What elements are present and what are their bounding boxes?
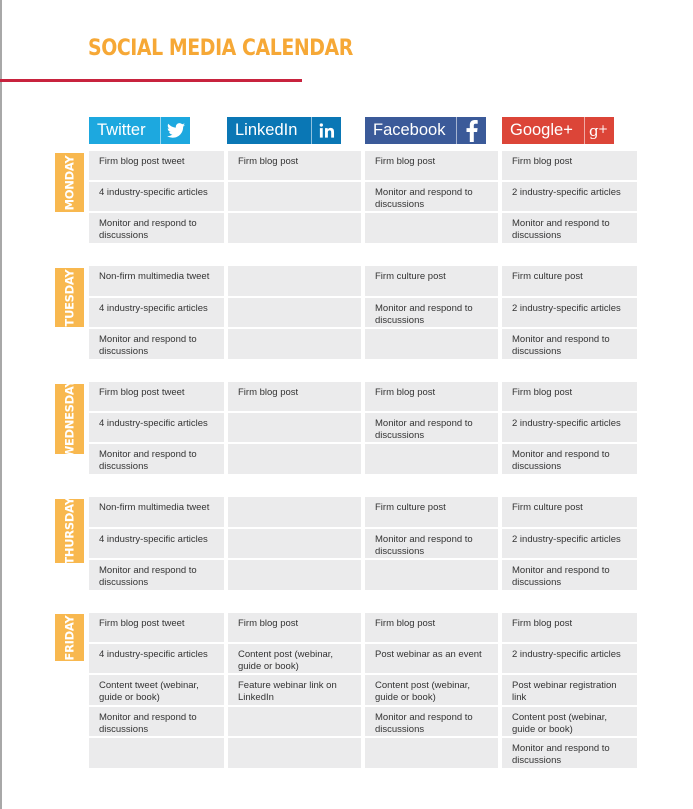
cell-tuesday-twitter-row2: 4 industry-specific articles	[89, 298, 224, 327]
cell-friday-linkedin-row5	[228, 738, 361, 768]
cell-tuesday-linkedin-row1	[228, 266, 361, 296]
cell-tuesday-googleplus-row2: 2 industry-specific articles	[502, 298, 637, 327]
header-facebook-label: Facebook	[373, 121, 446, 139]
cell-monday-googleplus-row1: Firm blog post	[502, 151, 637, 180]
title-underline-rule	[0, 79, 302, 82]
cell-wednesday-twitter-row2: 4 industry-specific articles	[89, 413, 224, 442]
cell-monday-linkedin-row3	[228, 213, 361, 243]
cell-wednesday-facebook-row1: Firm blog post	[365, 382, 498, 411]
cell-friday-facebook-row2: Post webinar as an event	[365, 644, 498, 673]
cell-friday-googleplus-row4: Content post (webinar, guide or book)	[502, 707, 637, 736]
cell-thursday-linkedin-row1	[228, 497, 361, 527]
cell-friday-facebook-row3: Content post (webinar, guide or book)	[365, 675, 498, 705]
cell-friday-twitter-row4: Monitor and respond to discussions	[89, 707, 224, 736]
svg-text:g: g	[588, 121, 599, 140]
cell-friday-linkedin-row2: Content post (webinar, guide or book)	[228, 644, 361, 673]
header-google-plus	[502, 117, 614, 144]
cell-monday-linkedin-row2	[228, 182, 361, 211]
twitter-bird-icon	[160, 117, 190, 144]
cell-friday-googleplus-row3: Post webinar registration link	[502, 675, 637, 705]
header-twitter-label: Twitter	[97, 121, 146, 139]
cell-wednesday-facebook-row2: Monitor and respond to discussions	[365, 413, 498, 442]
facebook-f-icon	[456, 117, 486, 144]
cell-thursday-facebook-row3	[365, 560, 498, 590]
cell-tuesday-googleplus-row1: Firm culture post	[502, 266, 637, 296]
day-tab-monday	[55, 153, 84, 212]
cell-tuesday-facebook-row3	[365, 329, 498, 359]
cell-wednesday-facebook-row3	[365, 444, 498, 474]
cell-monday-facebook-row2: Monitor and respond to discussions	[365, 182, 498, 211]
cell-monday-facebook-row3	[365, 213, 498, 243]
day-tab-friday	[55, 614, 84, 661]
cell-friday-googleplus-row2: 2 industry-specific articles	[502, 644, 637, 673]
cell-thursday-googleplus-row3: Monitor and respond to discussions	[502, 560, 637, 590]
cell-thursday-facebook-row1: Firm culture post	[365, 497, 498, 527]
cell-tuesday-googleplus-row3: Monitor and respond to discussions	[502, 329, 637, 359]
day-tab-tuesday	[55, 268, 84, 327]
cell-friday-twitter-row3: Content tweet (webinar, guide or book)	[89, 675, 224, 705]
header-google-plus-label: Google+	[510, 121, 573, 139]
cell-friday-linkedin-row4	[228, 707, 361, 736]
cell-friday-linkedin-row1: Firm blog post	[228, 613, 361, 642]
day-label-tuesday: TUESDAY	[62, 269, 77, 326]
cell-monday-facebook-row1: Firm blog post	[365, 151, 498, 180]
cell-tuesday-linkedin-row2	[228, 298, 361, 327]
cell-tuesday-facebook-row1: Firm culture post	[365, 266, 498, 296]
day-tab-wednesday	[55, 379, 84, 459]
cell-wednesday-linkedin-row3	[228, 444, 361, 474]
google-plus-icon	[584, 117, 614, 144]
header-linkedin-label: LinkedIn	[235, 121, 298, 139]
day-label-friday: FRIDAY	[62, 615, 77, 660]
cell-thursday-linkedin-row2	[228, 529, 361, 558]
svg-text:+: +	[597, 121, 608, 136]
cell-monday-twitter-row3: Monitor and respond to discussions	[89, 213, 224, 243]
cell-wednesday-googleplus-row3: Monitor and respond to discussions	[502, 444, 637, 474]
header-linkedin	[227, 117, 341, 144]
cell-friday-googleplus-row5: Monitor and respond to discussions	[502, 738, 637, 768]
cell-wednesday-linkedin-row1: Firm blog post	[228, 382, 361, 411]
cell-thursday-googleplus-row1: Firm culture post	[502, 497, 637, 527]
header-twitter	[89, 117, 190, 144]
linkedin-in-icon	[311, 117, 341, 144]
cell-friday-facebook-row5	[365, 738, 498, 768]
day-label-monday: MONDAY	[62, 155, 77, 210]
cell-thursday-twitter-row3: Monitor and respond to discussions	[89, 560, 224, 590]
cell-tuesday-linkedin-row3	[228, 329, 361, 359]
header-facebook	[365, 117, 486, 144]
cell-thursday-twitter-row1: Non-firm multimedia tweet	[89, 497, 224, 527]
cell-monday-googleplus-row2: 2 industry-specific articles	[502, 182, 637, 211]
page-left-edge	[0, 0, 2, 809]
cell-monday-linkedin-row1: Firm blog post	[228, 151, 361, 180]
day-tab-thursday	[55, 499, 84, 563]
cell-thursday-facebook-row2: Monitor and respond to discussions	[365, 529, 498, 558]
cell-monday-googleplus-row3: Monitor and respond to discussions	[502, 213, 637, 243]
cell-wednesday-googleplus-row2: 2 industry-specific articles	[502, 413, 637, 442]
page-title: SOCIAL MEDIA CALENDAR	[88, 36, 353, 61]
cell-friday-facebook-row1: Firm blog post	[365, 613, 498, 642]
cell-friday-twitter-row2: 4 industry-specific articles	[89, 644, 224, 673]
cell-wednesday-twitter-row3: Monitor and respond to discussions	[89, 444, 224, 474]
cell-thursday-googleplus-row2: 2 industry-specific articles	[502, 529, 637, 558]
cell-tuesday-facebook-row2: Monitor and respond to discussions	[365, 298, 498, 327]
cell-tuesday-twitter-row1: Non-firm multimedia tweet	[89, 266, 224, 296]
cell-wednesday-twitter-row1: Firm blog post tweet	[89, 382, 224, 411]
day-label-wednesday: WEDNESDAY	[62, 379, 77, 459]
cell-friday-twitter-row5	[89, 738, 224, 768]
cell-friday-facebook-row4: Monitor and respond to discussions	[365, 707, 498, 736]
cell-monday-twitter-row1: Firm blog post tweet	[89, 151, 224, 180]
cell-tuesday-twitter-row3: Monitor and respond to discussions	[89, 329, 224, 359]
day-label-thursday: THURSDAY	[62, 497, 77, 565]
cell-wednesday-linkedin-row2	[228, 413, 361, 442]
cell-monday-twitter-row2: 4 industry-specific articles	[89, 182, 224, 211]
cell-friday-twitter-row1: Firm blog post tweet	[89, 613, 224, 642]
cell-thursday-linkedin-row3	[228, 560, 361, 590]
cell-friday-linkedin-row3: Feature webinar link on LinkedIn	[228, 675, 361, 705]
cell-wednesday-googleplus-row1: Firm blog post	[502, 382, 637, 411]
cell-friday-googleplus-row1: Firm blog post	[502, 613, 637, 642]
cell-thursday-twitter-row2: 4 industry-specific articles	[89, 529, 224, 558]
